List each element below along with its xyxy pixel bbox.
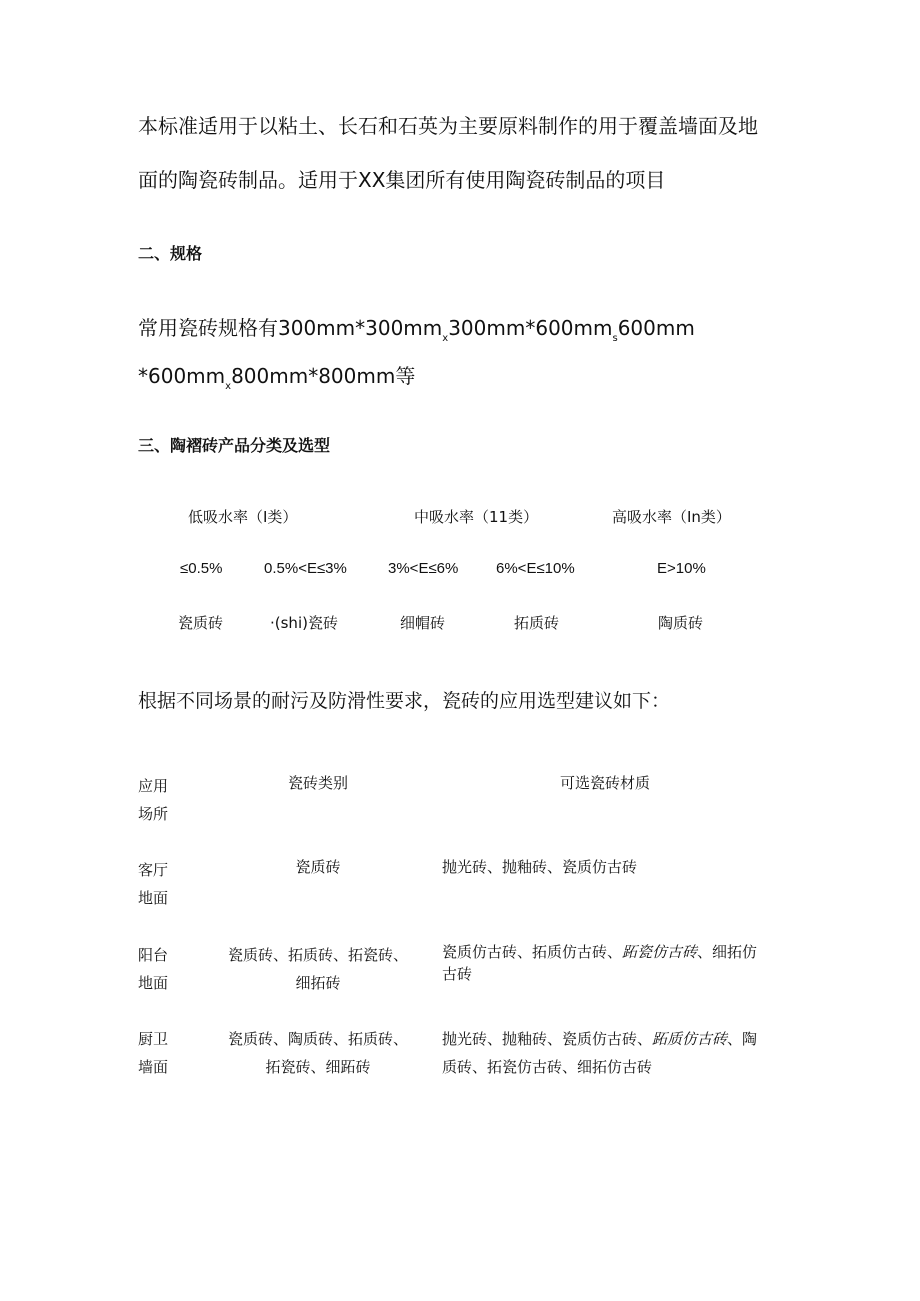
tile-type: 拓质砖	[514, 614, 560, 632]
absorption-range: 3%<E≤6%	[388, 560, 459, 577]
absorption-group-high: 高吸水率（In类）	[612, 508, 731, 526]
spec-text: 600mm	[617, 316, 695, 340]
table-row-place: 厨卫墙面	[138, 1030, 169, 1076]
table-row-material	[442, 1025, 762, 1081]
table-row-category: 瓷质砖	[295, 858, 341, 876]
intro-line-1: 本标准适用于以粘土、长石和石英为主要原料制作的用于覆盖墙面及地	[138, 114, 758, 138]
table-row-place: 阳台地面	[138, 946, 169, 992]
absorption-group-low: 低吸水率（I类）	[188, 508, 298, 526]
section-heading-spec: 二、规格	[138, 244, 203, 263]
spec-text: 800mm*800mm等	[231, 364, 416, 388]
absorption-range: 6%<E≤10%	[496, 560, 575, 577]
material-text: 、细拓仿古砖	[442, 943, 758, 983]
tile-type: ·(shi)瓷砖	[270, 614, 338, 632]
material-text: 抛光砖、抛釉砖、瓷质仿古砖、	[442, 1030, 653, 1048]
spec-text: 300mm*600mm	[448, 316, 613, 340]
spec-separator: x	[225, 381, 232, 392]
spec-line-1	[138, 312, 695, 344]
table-header-place: 应用场所	[138, 777, 169, 823]
table-row-category: 瓷质砖、拓质砖、拓瓷砖、细拓砖	[228, 946, 409, 992]
absorption-group-medium: 中吸水率（11类）	[414, 508, 539, 526]
section-heading-classification: 三、陶褶砖产品分类及选型	[138, 436, 331, 455]
material-text: 瓷质仿古砖、拓质仿古砖、	[442, 943, 623, 961]
absorption-range: ≤0.5%	[180, 560, 223, 577]
table-header-material: 可选瓷砖材质	[559, 774, 650, 792]
table-header-category: 瓷砖类别	[287, 774, 348, 792]
material-text: 、陶质砖、拓瓷仿古砖、细拓仿古砖	[442, 1030, 758, 1076]
selection-lead: 根据不同场景的耐污及防滑性要求，瓷砖的应用选型建议如下：	[138, 690, 671, 712]
absorption-range: 0.5%<E≤3%	[264, 560, 347, 577]
tile-type: 陶质砖	[658, 614, 704, 632]
material-text-italic: 跖瓷仿古砖	[622, 943, 698, 961]
absorption-range: E>10%	[657, 560, 706, 577]
spec-separator: s	[612, 333, 618, 344]
tile-type: 细帽砖	[400, 614, 446, 632]
spec-line-2	[138, 360, 416, 392]
tile-type: 瓷质砖	[178, 614, 224, 632]
table-row-place: 客厅地面	[138, 861, 169, 907]
spec-text: 常用瓷砖规格有300mm*300mm	[138, 316, 443, 340]
spec-separator: x	[442, 333, 449, 344]
intro-line-2: 面的陶瓷砖制品。适用于XX集团所有使用陶瓷砖制品的项目	[138, 168, 666, 192]
material-text-italic: 跖质仿古砖	[652, 1030, 728, 1048]
spec-text: *600mm	[138, 364, 226, 388]
table-row-material	[442, 941, 772, 985]
table-row-category: 瓷质砖、陶质砖、拓质砖、拓瓷砖、细跖砖	[228, 1030, 409, 1076]
table-row-material: 抛光砖、抛釉砖、瓷质仿古砖	[442, 858, 638, 876]
